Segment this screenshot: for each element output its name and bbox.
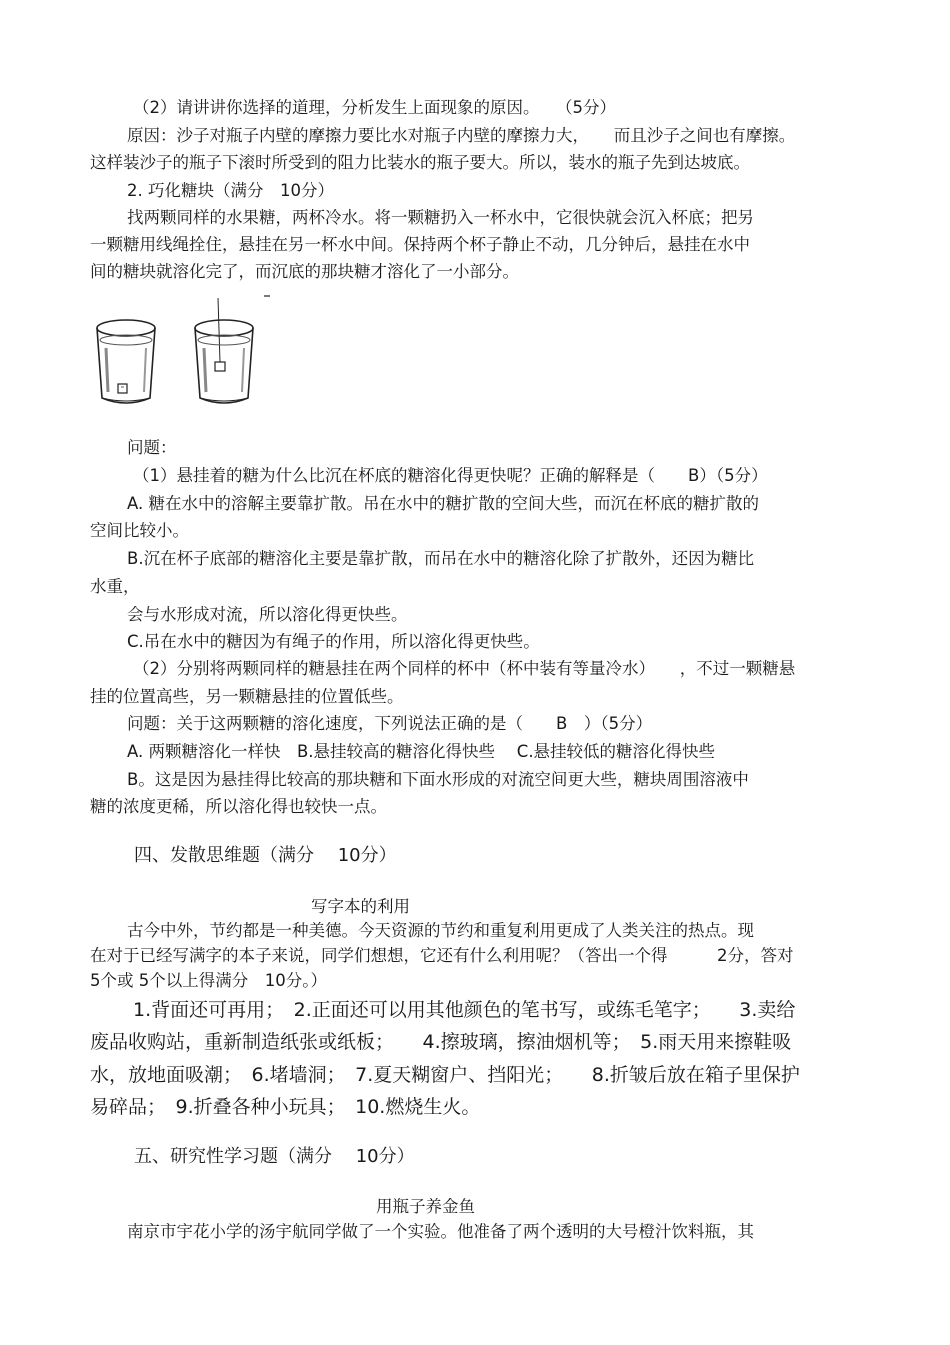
option-c: C.吊在水中的糖因为有绳子的作用，所以溶化得更快些。	[127, 632, 540, 651]
question-line: （1）悬挂着的糖为什么比沉在杯底的糖溶化得更快呢？正确的解释是（ B）（5分）	[133, 466, 768, 485]
two-glasses-figure	[88, 292, 278, 414]
options-line: A. 两颗糖溶化一样快 B.悬挂较高的糖溶化得快些 C.悬挂较低的糖溶化得快些	[127, 742, 716, 761]
text-line: 水重，	[90, 577, 140, 596]
question-line: （2）分别将两颗同样的糖悬挂在两个同样的杯中（杯中装有等量冷水） ，不过一颗糖悬	[133, 659, 796, 678]
text-line: 问题：	[127, 438, 177, 457]
text-line: 古今中外，节约都是一种美德。今天资源的节约和重复利用更成了人类关注的热点。现	[127, 921, 754, 940]
text-line: B。这是因为悬挂得比较高的那块糖和下面水形成的对流空间更大些，糖块周围溶液中	[127, 770, 749, 789]
text-line: 挂的位置高些，另一颗糖悬挂的位置低些。	[90, 687, 404, 706]
text-line: 在对于已经写满字的本子来说，同学们想想，它还有什么利用呢？（答出一个得 2分，答对	[90, 946, 794, 965]
text-line: 找两颗同样的水果糖，两杯冷水。将一颗糖扔入一杯水中，它很快就会沉入杯底；把另	[127, 208, 754, 227]
answer-line: 水，放地面吸潮； 6.堵墙洞； 7.夏天糊窗户、挡阳光； 8.折皱后放在箱子里保护	[90, 1064, 800, 1086]
text-line: 间的糖块就溶化完了，而沉底的那块糖才溶化了一小部分。	[90, 262, 519, 281]
section-heading: 2. 巧化糖块（满分 10分）	[127, 181, 334, 200]
text-line: 空间比较小。	[90, 521, 189, 540]
text-line: （2）请讲讲你选择的道理，分析发生上面现象的原因。 （5分）	[133, 98, 616, 117]
text-line: 5个或 5个以上得满分 10分。）	[90, 971, 327, 990]
subsection-title: 用瓶子养金鱼	[376, 1197, 475, 1216]
section-heading: 四、发散思维题（满分 10分）	[134, 845, 397, 866]
option-b: B.沉在杯子底部的糖溶化主要是靠扩散，而吊在水中的糖溶化除了扩散外，还因为糖比	[127, 549, 755, 568]
text-line: 南京市宇花小学的汤宇航同学做了一个实验。他准备了两个透明的大号橙汁饮料瓶，其	[127, 1222, 754, 1241]
answer-line: 易碎品； 9.折叠各种小玩具； 10.燃烧生火。	[90, 1096, 481, 1118]
option-a: A. 糖在水中的溶解主要靠扩散。吊在水中的糖扩散的空间大些，而沉在杯底的糖扩散的	[127, 494, 759, 513]
question-line: 问题：关于这两颗糖的溶化速度，下列说法正确的是（ B ）（5分）	[127, 714, 653, 733]
text-line: 原因：沙子对瓶子内壁的摩擦力要比水对瓶子内壁的摩擦力大， 而且沙子之间也有摩擦。	[127, 126, 796, 145]
answer-line: 废品收购站，重新制造纸张或纸板； 4.擦玻璃，擦油烟机等； 5.雨天用来擦鞋吸	[90, 1031, 792, 1053]
section-heading: 五、研究性学习题（满分 10分）	[134, 1146, 415, 1167]
subsection-title: 写字本的利用	[311, 897, 410, 916]
glass-sugar-bottom	[97, 320, 155, 403]
text-line: 糖的浓度更稀，所以溶化得也较快一点。	[90, 797, 387, 816]
answer-line: 1.背面还可再用； 2.正面还可以用其他颜色的笔书写，或练毛笔字； 3.卖给	[133, 999, 796, 1021]
glass-sugar-hanging	[195, 296, 270, 403]
text-line: 一颗糖用线绳拴住，悬挂在另一杯水中间。保持两个杯子静止不动，几分钟后，悬挂在水中	[90, 235, 750, 254]
text-line: 这样装沙子的瓶子下滚时所受到的阻力比装水的瓶子要大。所以，装水的瓶子先到达坡底。	[90, 153, 750, 172]
text-line: 会与水形成对流，所以溶化得更快些。	[127, 605, 408, 624]
